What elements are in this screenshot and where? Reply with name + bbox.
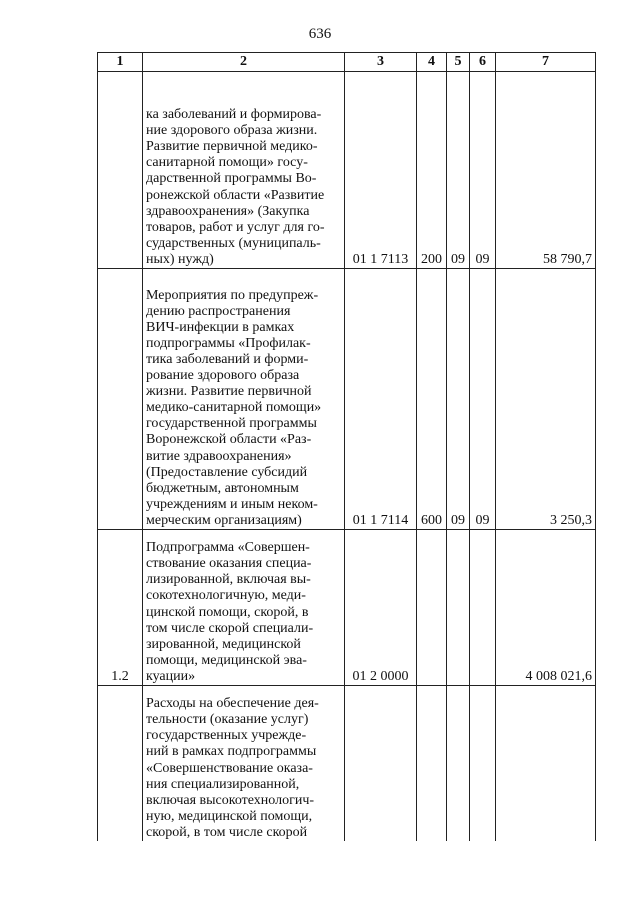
description-line: жизни. Развитие первичной [146,384,312,400]
target-code-cell: 01 1 7113 [345,72,417,269]
description-line: Подпрограмма «Совершен- [146,540,310,556]
section-cell: 09 [447,269,470,530]
page-number: 636 [308,26,332,42]
description-line: товаров, работ и услуг для го- [146,219,325,235]
description-line: рование здорового образа [146,368,300,384]
description-line: ния специализированной, [146,776,300,792]
description-line: учреждениям и иным неком- [146,496,318,512]
row-description-cell [143,269,345,530]
description-line: зированной, медицинской [146,636,301,652]
table-header-row [98,53,596,72]
description-line: подпрограммы «Профилак- [146,335,311,351]
description-line: ние здорового образа жизни. [146,123,318,139]
description-line: ВИЧ-инфекции в рамках [146,319,295,335]
description-line: помощи, медицинской эва- [146,652,307,668]
column-header: 6 [470,53,496,72]
amount-cell: 4 008 021,6 [496,530,596,686]
description-line: Расходы на обеспечение дея- [146,696,319,712]
description-line: сударственных (муниципаль- [146,235,321,251]
description-line: ствование оказания специа- [146,556,312,572]
description-line: ную, медицинской помощи, [146,808,313,824]
row-index-cell: 1.2 [98,530,143,686]
target-code-cell [345,686,417,842]
expense-type-cell: 200 [417,72,447,269]
table-row [98,530,596,686]
subsection-cell: 09 [470,269,496,530]
section-cell [447,686,470,842]
description-line: ний в рамках подпрограммы [146,744,317,760]
expense-type-cell [417,686,447,842]
description-line: куации» [146,668,196,684]
table-row [98,72,596,269]
row-description-cell [143,530,345,686]
row-index-cell [98,72,143,269]
description-line: государственных учрежде- [146,728,307,744]
subsection-cell: 09 [470,72,496,269]
target-code-cell: 01 2 0000 [345,530,417,686]
amount-cell [496,686,596,842]
row-index-cell [98,686,143,842]
description-line: тика заболеваний и форми- [146,351,309,367]
description-line: ка заболеваний и формирова- [146,107,322,123]
table-row [98,269,596,530]
description-line: «Совершенствование оказа- [146,760,313,776]
description-line: Развитие первичной медико- [146,139,318,155]
column-header: 7 [496,53,596,72]
description-line: мерческим организациям) [146,512,302,528]
description-line: дению распространения [146,303,291,319]
column-header: 4 [417,53,447,72]
description-line: витие здравоохранения» [146,448,292,464]
subsection-cell [470,686,496,842]
description-line: здравоохранения» (Закупка [146,203,310,219]
table-row [98,686,596,842]
description-line: (Предоставление субсидий [146,464,308,480]
description-line: цинской помощи, скорой, в [146,604,309,620]
section-cell [447,530,470,686]
column-header: 2 [143,53,345,72]
row-description-cell [143,686,345,842]
expense-type-cell [417,530,447,686]
row-index-cell [98,269,143,530]
column-header: 5 [447,53,470,72]
column-header: 1 [98,53,143,72]
description-line: том числе скорой специали- [146,620,314,636]
description-line: бюджетным, автономным [146,480,299,496]
budget-table [97,52,596,841]
description-line: сокотехнологичную, меди- [146,588,306,604]
description-line: тельности (оказание услуг) [146,712,309,728]
expense-type-cell: 600 [417,269,447,530]
description-line: медико-санитарной помощи» [146,400,322,416]
description-line: ронежской области «Развитие [146,187,325,203]
subsection-cell [470,530,496,686]
column-header: 3 [345,53,417,72]
description-line: дарственной программы Во- [146,171,317,187]
description-line: скорой, в том числе скорой [146,824,308,840]
description-line: ных) нужд) [146,251,214,267]
description-line: санитарной помощи» госу- [146,155,308,171]
description-line: государственной программы [146,416,317,432]
description-line: Воронежской области «Раз- [146,432,312,448]
amount-cell: 3 250,3 [496,269,596,530]
description-line: Мероприятия по предупреж- [146,287,319,303]
amount-cell: 58 790,7 [496,72,596,269]
section-cell: 09 [447,72,470,269]
description-line: лизированной, включая вы- [146,572,311,588]
target-code-cell: 01 1 7114 [345,269,417,530]
description-line: включая высокотехнологич- [146,792,315,808]
row-description-cell [143,72,345,269]
